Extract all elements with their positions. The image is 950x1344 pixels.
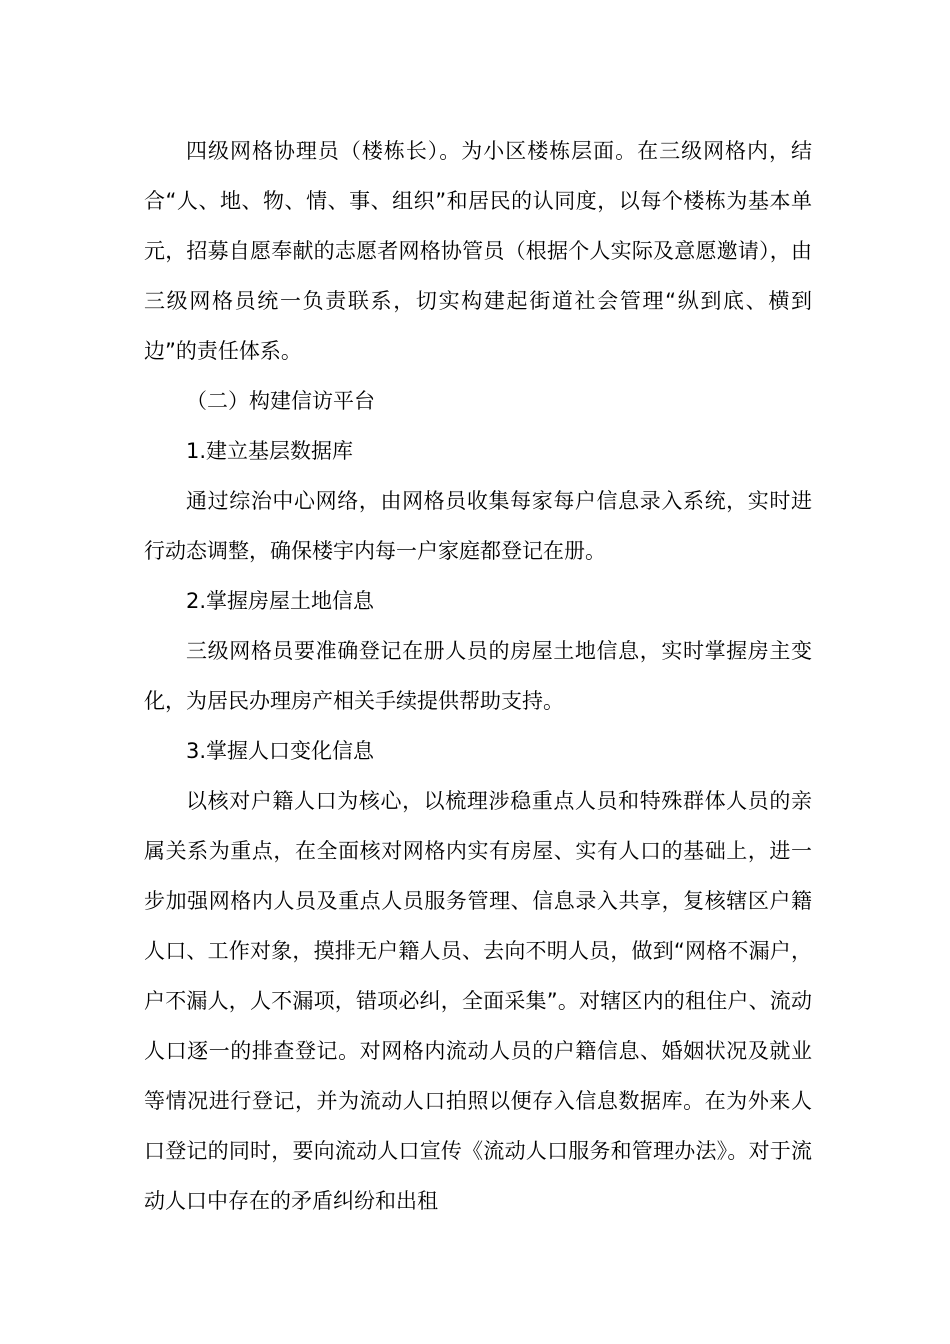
paragraph-population: 以核对户籍人口为核心，以梳理涉稳重点人员和特殊群体人员的亲属关系为重点，在全面核对网格内实有房屋、实有人口的基础上，进一步加强网格内人员及重点人员服务管理、信息录入共享，复核辖区户籍人口、工作对象，摸排无户籍人员、去向不明人员，做到“网格不漏户，户不漏人，人不漏项，错项必纠，全面采集”。对辖区内的租住户、流动人口逐一的排查登记。对网格内流动人员的户籍信息、婚姻状况及就业等情况进行登记，并为流动人口拍照以便存入信息数据库。在为外来人口登记的同时，要向流动人口宣传《流动人口服务和管理办法》。对于流动人口中存在的矛盾纠纷和出租 [144,789,812,1213]
subheading-database: 1.建立基层数据库 [186,439,354,463]
section-heading-petition-platform: （二）构建信访平台 [186,389,375,413]
subheading-housing-land: 2.掌握房屋土地信息 [186,589,375,613]
paragraph-housing-land: 三级网格员要准确登记在册人员的房屋土地信息，实时掌握房主变化，为居民办理房产相关手续提供帮助支持。 [144,639,812,713]
subheading-population: 3.掌握人口变化信息 [186,739,375,763]
paragraph-database: 通过综治中心网络，由网格员收集每家每户信息录入系统，实时进行动态调整，确保楼宇内每一户家庭都登记在册。 [144,489,812,563]
document-body [144,126,812,1226]
paragraph-grid-assistant: 四级网格协理员（楼栋长）。为小区楼栋层面。在三级网格内，结合“人、地、物、情、事、组织”和居民的认同度，以每个楼栋为基本单元，招募自愿奉献的志愿者网格协管员（根据个人实际及意愿邀请），由三级网格员统一负责联系，切实构建起街道社会管理“纵到底、横到边”的责任体系。 [144,139,812,363]
